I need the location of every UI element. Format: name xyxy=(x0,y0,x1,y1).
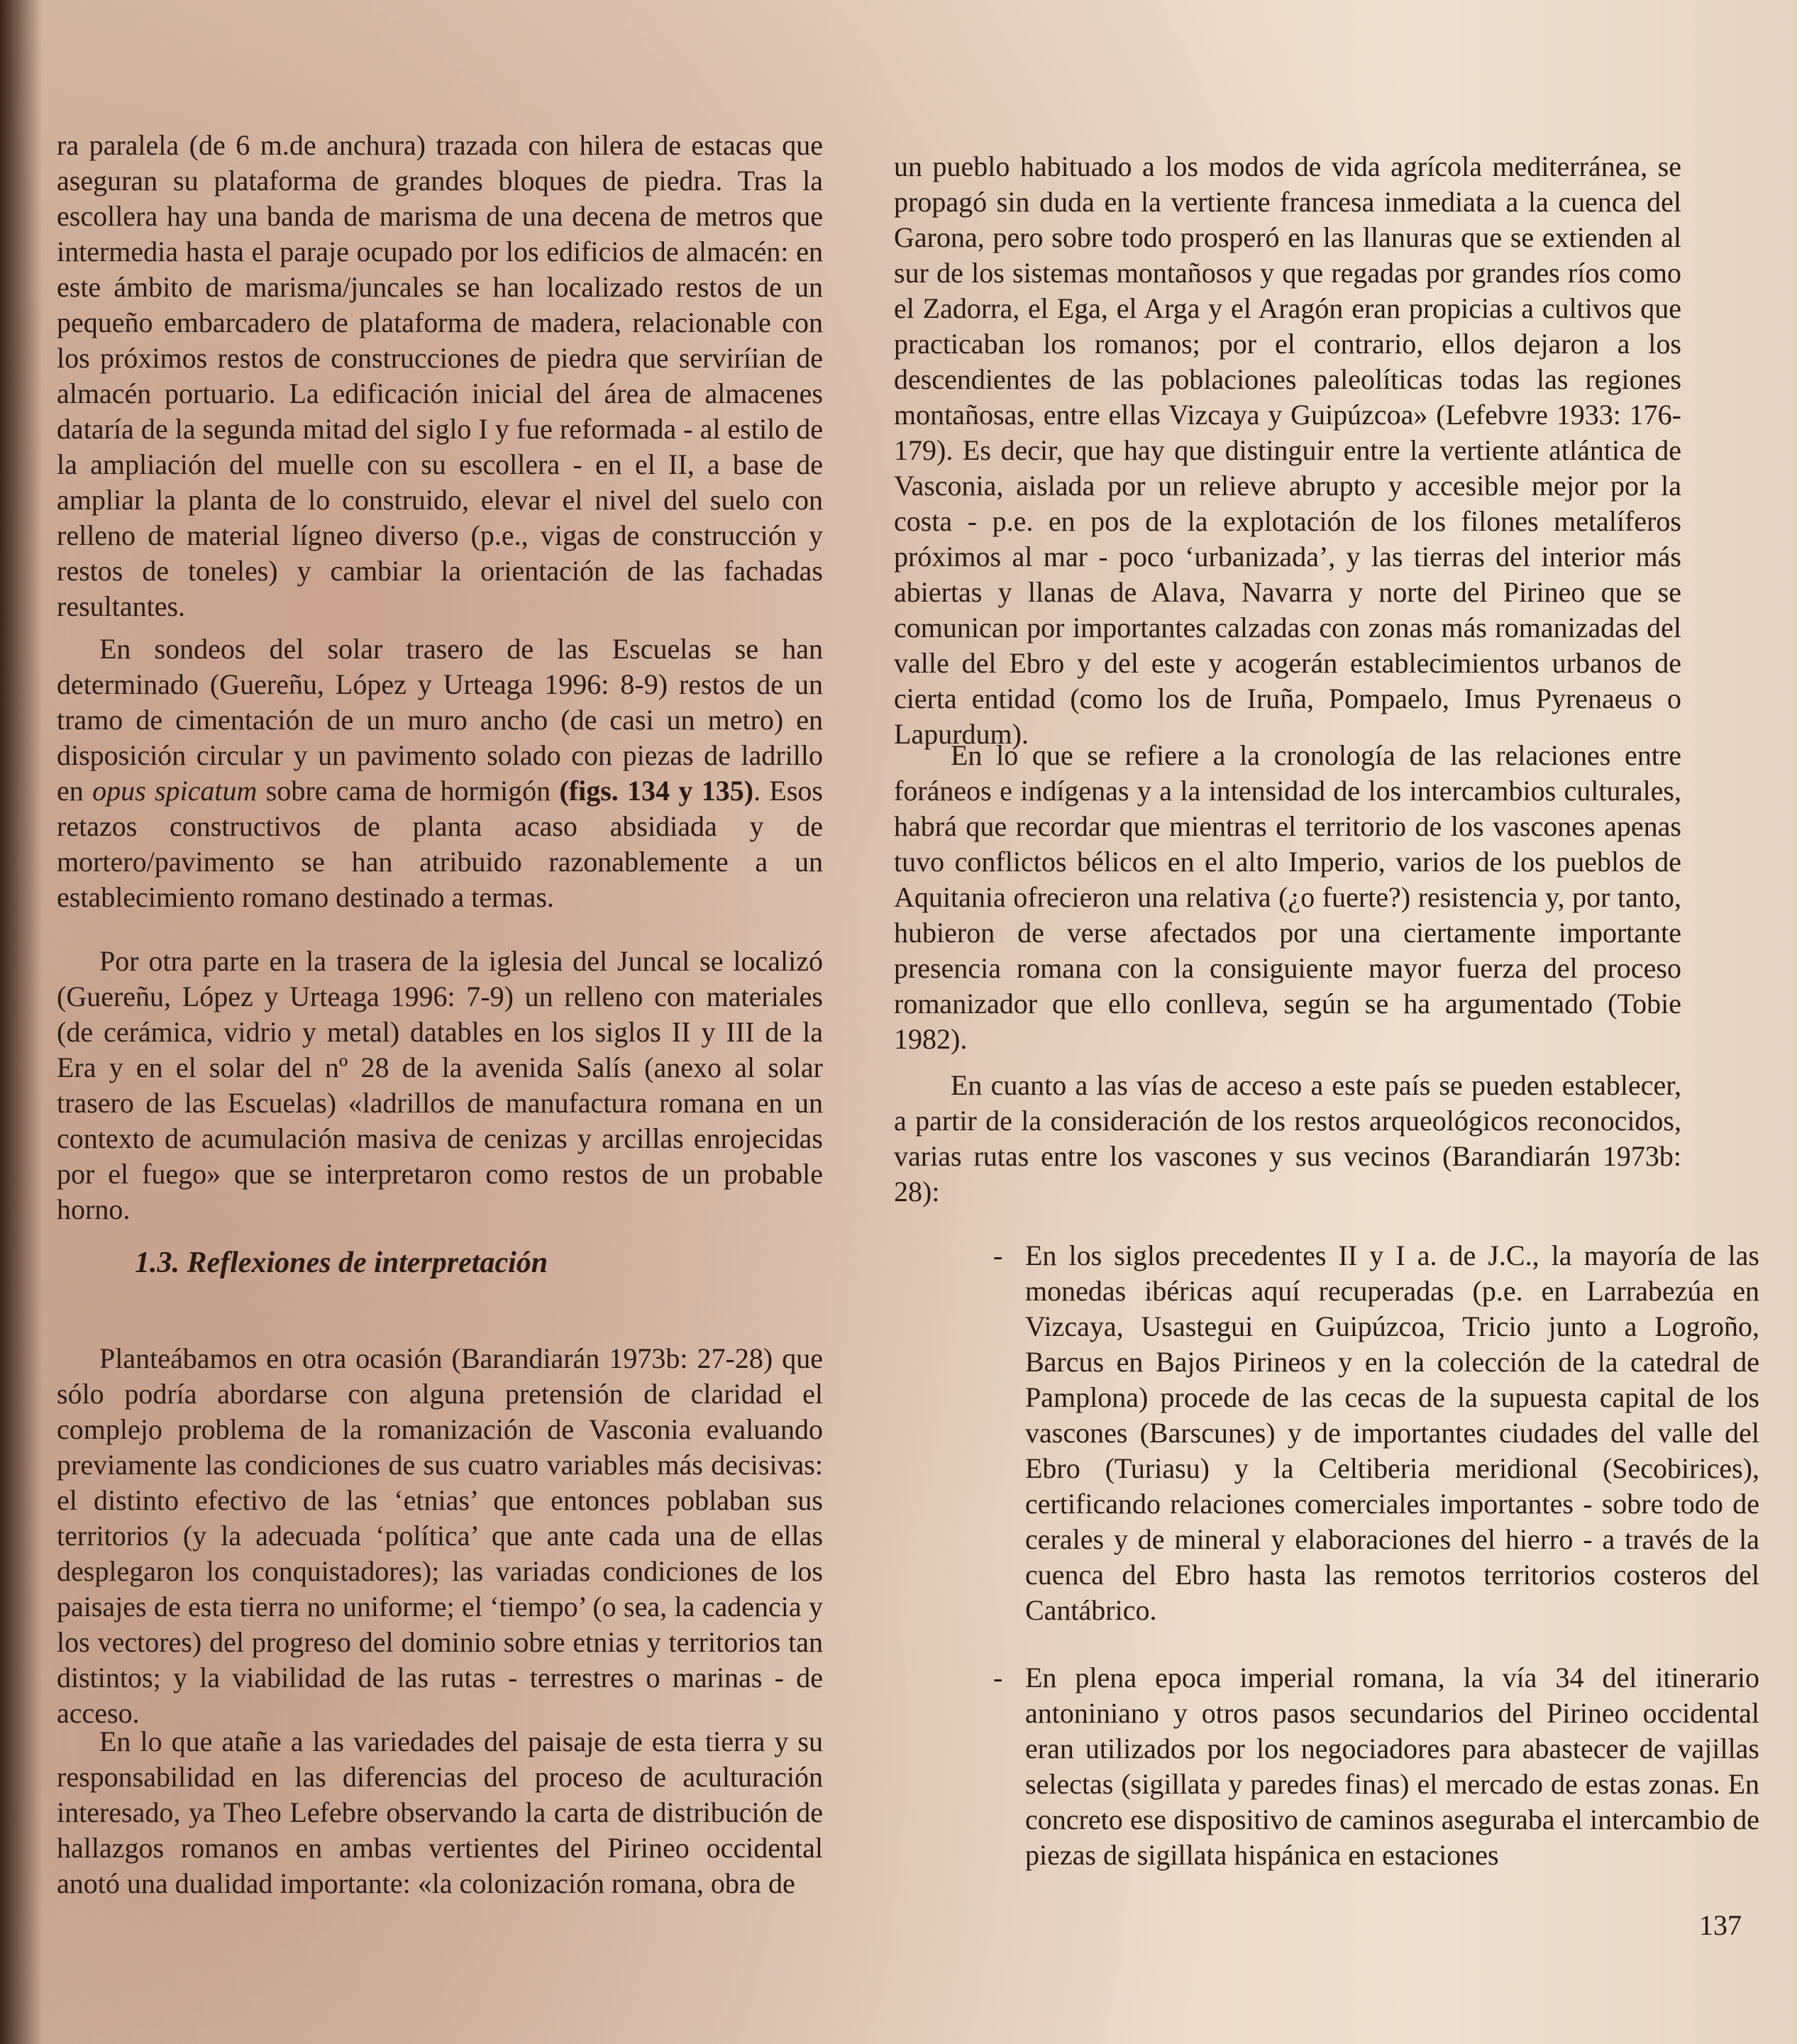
list-item xyxy=(993,1660,1759,1873)
list-item xyxy=(993,1238,1759,1628)
text-span: . Esos retazos constructivos de planta acaso absidiada y de mortero/pavimento se han atribuido razonablemente a un establecimiento romano destinado a termas. xyxy=(57,775,823,913)
list-dash: - xyxy=(993,1239,1003,1271)
paragraph-left-1: ra paralela (de 6 m.de anchura) trazada con hilera de estacas que aseguran su plataforma de grandes bloques de piedra. Tras la escollera hay una banda de marisma de una decena de metros que intermedia hasta el paraje ocupado por los edificios de almacén: en este ámbito de marisma/juncales se han localizado restos de un pequeño embarcadero de plataforma de madera, relacionable con los próximos restos de construcciones de piedra que serviríian de almacén portuario. La edificación inicial del área de almacenes dataría de la segunda mitad del siglo I y fue reformada - al estilo de la ampliación del muelle con su escollera - en el II, a base de ampliar la planta de lo construido, elevar el nivel del suelo con relleno de material lígneo diverso (p.e., vigas de construcción y restos de toneles) y cambiar la orientación de las fachadas resultantes. xyxy=(57,129,823,622)
list-dash: - xyxy=(993,1662,1003,1694)
paragraph-left-4: Planteábamos en otra ocasión (Barandiarán 1973b: 27-28) que sólo podría abordarse con alguna pretensión de claridad el complejo problema de la romanización de Vasconia evaluando previamente las condiciones de sus cuatro variables más decisivas: el distinto efectivo de las ‘etnias’ que entonces poblaban sus territorios (y la adecuada ‘política’ que ante cada una de ellas desplegaron los conquistadores); las variadas condiciones de los paisajes de esta tierra no uniforme; el ‘tiempo’ (o sea, la cadencia y los vectores) del progreso del dominio sobre etnias y territorios tan distintos; y la viabilidad de las rutas - terrestres o marinas - de acceso. xyxy=(57,1342,823,1729)
paragraph-left-5: En lo que atañe a las variedades del paisaje de esta tierra y su responsabilidad en las diferencias del proceso de aculturación interesado, ya Theo Lefebre observando la carta de distribución de hallazgos romanos en ambas vertientes del Pirineo occidental anotó una dualidad importante: «la colonización romana, obra de xyxy=(57,1725,823,1899)
paragraph-right-1: un pueblo habituado a los modos de vida agrícola mediterránea, se propagó sin duda en la vertiente francesa inmediata a la cuenca del Garona, pero sobre todo prosperó en las llanuras que se extienden al sur de los sistemas montañosos y que regadas por grandes ríos como el Zadorra, el Ega, el Arga y el Aragón eran propicias a cultivos que practicaban los romanos; por el contrario, ellos dejaron a los descendientes de las poblaciones paleolíticas todas las regiones montañosas, entre ellas Vizcaya y Guipúzcoa» (Lefebvre 1933: 176-179). Es decir, que hay que distinguir entre la vertiente atlántica de Vasconia, aislada por un relieve abrupto y accesible mejor por la costa - p.e. en pos de la explotación de los filones metalíferos próximos al mar - poco ‘urbanizada’, y las tierras del interior más abiertas y llanas de Alava, Navarra y norte del Pirineo que se comunican por importantes calzadas con zonas más romanizadas del valle del Ebro y del este y acogerán establecimientos urbanos de cierta entidad (como los de Iruña, Pompaelo, Imus Pyrenaeus o Lapurdum). xyxy=(894,150,1681,750)
text-span: En sondeos del solar trasero de las Escuelas se han determinado (Guereñu, López y Urteaga 1996: 8-9) restos de un tramo de cimentación de un muro ancho (de casi un metro) en disposición circular y un pavimento solado con piezas de ladrillo en xyxy=(57,633,823,807)
paragraph-left-2 xyxy=(57,631,823,915)
italic-term: opus spicatum xyxy=(92,775,258,807)
text-span: sobre cama de hormigón xyxy=(257,775,560,807)
figure-reference: (figs. 134 y 135) xyxy=(559,775,754,807)
paragraph-left-3: Por otra parte en la trasera de la iglesia del Juncal se localizó (Guereñu, López y Urteaga 1996: 7-9) un relleno con materiales (de cerámica, vidrio y metal) datables en los siglos II y III de la Era y en el solar del nº 28 de la avenida Salís (anexo al solar trasero de las Escuelas) «ladrillos de manufactura romana en un contexto de acumulación masiva de cenizas y arcillas enrojecidas por el fuego» que se interpretaron como restos de un probable horno. xyxy=(57,945,823,1225)
list-item-text: En los siglos precedentes II y I a. de J.C., la mayoría de las monedas ibéricas aquí recuperadas (p.e. en Larrabezúa en Vizcaya, Usastegui en Guipúzcoa, Tricio junto a Logroño, Barcus en Bajos Pirineos y en la colección de la catedral de Pamplona) procede de las cecas de la supuesta capital de los vascones (Barscunes) y de importantes ciudades del valle del Ebro (Turiasu) y la Celtiberia meridional (Secobirices), certificando relaciones comerciales importantes - sobre todo de cerales y de mineral y elaboraciones del hierro - a través de la cuenca del Ebro hasta las remotos territorios costeros del Cantábrico. xyxy=(1025,1239,1759,1626)
paragraph-right-2: En lo que se refiere a la cronología de las relaciones entre foráneos e indígenas y a la intensidad de los intercambios culturales, habrá que recordar que mientras el territorio de los vascones apenas tuvo conflictos bélicos en el alto Imperio, varios de los pueblos de Aquitania ofrecieron una relativa (¿o fuerte?) resistencia y, por tanto, hubieron de verse afectados por una ciertamente importante presencia romana con la consiguiente mayor fuerza del proceso romanizador que ello conlleva, según se ha argumentado (Tobie 1982). xyxy=(894,739,1681,1055)
section-heading: 1.3. Reflexiones de interpretación xyxy=(135,1247,548,1279)
page-number: 137 xyxy=(1699,1909,1742,1941)
paragraph-right-3: En cuanto a las vías de acceso a este país se pueden establecer, a partir de la consideración de los restos arqueológicos reconocidos, varias rutas entre los vascones y sus vecinos (Barandiarán 1973b: 28): xyxy=(894,1069,1681,1208)
list-item-text: En plena epoca imperial romana, la vía 34 del itinerario antoniniano y otros pasos secundarios del Pirineo occidental eran utilizados por los negociadores para abastecer de vajillas selectas (sigillata y paredes finas) el mercado de estas zonas. En concreto ese dispositivo de caminos aseguraba el intercambio de piezas de sigillata hispánica en estaciones xyxy=(1025,1662,1759,1871)
